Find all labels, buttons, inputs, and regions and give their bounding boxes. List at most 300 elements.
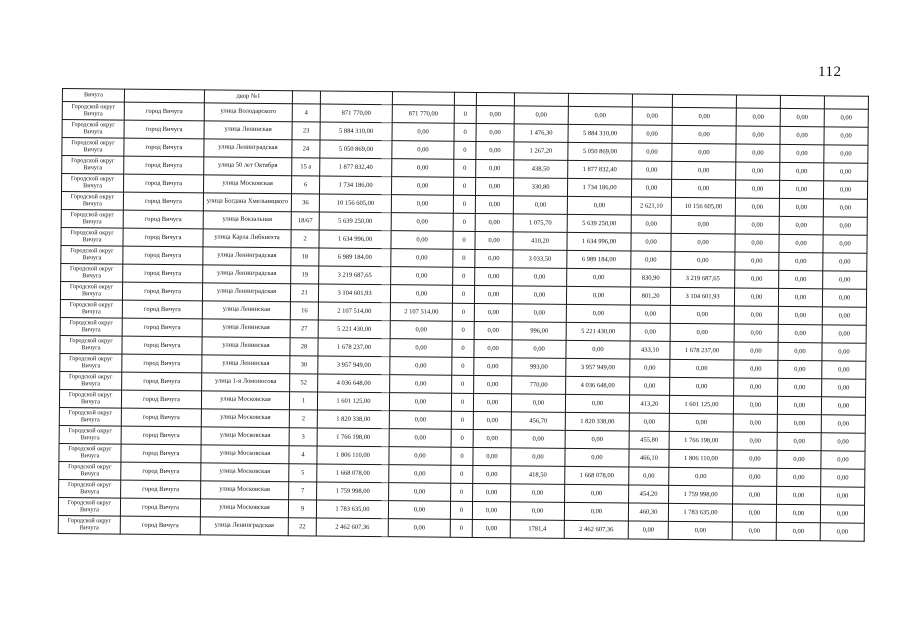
cell-count-a: 0 [452,285,474,303]
cell-value-f: 0,00 [821,415,865,433]
cell-street: улица Московская [201,427,289,446]
cell-total-cost: 5 884 310,00 [320,122,392,141]
cell-total-cost: 1 820 338,00 [317,410,389,429]
cell-cost-b: 0,00 [566,304,630,323]
cell-municipality: Городской округ Вичуга [60,353,122,372]
cell-value-e: 0,00 [778,342,822,360]
cell-street: улица Ленинградская [202,283,290,302]
cell-municipality: Городской округ Вичуга [62,102,124,121]
cell-street: улица Ленинская [202,319,290,338]
cell-cost-c: 3 219 687,65 [671,269,735,288]
cell-empty [632,94,672,107]
cell-total-cost: 6 989 184,00 [319,248,391,267]
cell-cost-a: 0,00 [391,213,453,232]
cell-value-f: 0,00 [822,325,866,343]
cell-value-d: 0,00 [733,432,777,450]
cell-area-c: 0,00 [631,251,671,269]
cell-count-a: 0 [454,141,476,159]
cell-value-e: 0,00 [777,450,821,468]
cell-street: улица Ленинская [202,301,290,320]
cell-locality: город Вичуга [122,318,202,337]
cell-area-c: 0,00 [632,125,672,143]
cell-value-f: 0,00 [822,379,866,397]
cell-area-a: 0,00 [476,105,514,123]
cell-value-d: 0,00 [734,342,778,360]
cell-total-cost: 1 877 832,40 [320,158,392,177]
page-number: 112 [818,64,842,80]
cell-cost-a: 0,00 [390,285,452,304]
cell-house-number: 19 [291,266,319,284]
cell-locality: город Вичуга [121,390,201,409]
cell-cost-c: 0,00 [672,107,736,126]
cell-street: улица 1-я Ломоносова [202,373,290,392]
cell-cost-c: 0,00 [672,143,736,162]
cell-cost-a: 0,00 [389,483,451,502]
cell-total-cost: 1 783 635,00 [316,500,388,519]
cell-locality: город Вичуга [122,354,202,373]
cell-value-e: 0,00 [777,486,821,504]
cell-house-number: 16 [290,302,318,320]
cell-cost-b: 5 050 869,00 [568,142,632,161]
cell-value-d: 0,00 [734,288,778,306]
cell-value-f: 0,00 [823,217,867,235]
cell-value-e: 0,00 [778,288,822,306]
cell-cost-c: 10 156 605,00 [671,197,735,216]
cell-empty [568,93,632,107]
cell-value-d: 0,00 [734,360,778,378]
cell-value-f: 0,00 [823,181,867,199]
cell-locality: город Вичуга [123,210,203,229]
cell-cost-b: 1 734 186,00 [567,178,631,197]
cell-municipality: Городской округ Вичуга [61,263,123,282]
cell-area-a: 0,00 [475,249,513,267]
cell-area-a: 0,00 [476,123,514,141]
cell-value-d: 0,00 [733,396,777,414]
cell-cost-c: 1 759 998,00 [669,485,733,504]
cell-municipality: Городской округ Вичуга [62,120,124,139]
cell-cost-b: 0,00 [565,394,629,413]
cell-cost-c: 0,00 [671,215,735,234]
cell-cost-a: 0,00 [388,519,450,538]
cell-area-a: 0,00 [474,285,512,303]
cell-cost-c: 3 104 601,93 [670,287,734,306]
cell-value-d: 0,00 [736,162,780,180]
cell-cost-b: 0,00 [565,484,629,503]
cell-locality: город Вичуга [124,120,204,139]
cell-area-a: 0,00 [475,267,513,285]
cell-area-b: 330,80 [513,178,567,197]
cell-cost-b: 0,00 [565,448,629,467]
cell-street: улица Ленинская [202,355,290,374]
cell-area-c: 0,00 [628,521,668,539]
cell-area-c: 0,00 [630,305,670,323]
cell-area-a: 0,00 [474,357,512,375]
cell-count-a: 0 [453,177,475,195]
cell-value-f: 0,00 [821,433,865,451]
cell-value-e: 0,00 [779,270,823,288]
cell-count-a: 0 [452,303,474,321]
cell-street: улица Ленинская [204,121,292,140]
cell-cost-b: 1 877 832,40 [568,160,632,179]
cell-street: улица Володарского [204,103,292,122]
cell-area-b: 0,00 [511,448,565,467]
cell-count-a: 0 [453,195,475,213]
cell-house-number: 22 [288,518,316,536]
cell-cost-a: 0,00 [392,141,454,160]
cell-cost-c: 0,00 [670,377,734,396]
cell-value-d: 0,00 [735,270,779,288]
cell-count-a: 0 [450,519,472,537]
cell-area-c: 433,10 [630,341,670,359]
cell-value-e: 0,00 [777,414,821,432]
cell-area-b: 996,00 [512,322,566,341]
cell-municipality: Городской округ Вичуга [62,138,124,157]
cell-count-a: 0 [452,321,474,339]
cell-value-f: 0,00 [822,289,866,307]
cell-area-c: 0,00 [630,377,670,395]
cell-cost-c: 0,00 [670,305,734,324]
cell-empty [320,91,392,105]
cell-house-number: 7 [289,482,317,500]
cell-locality: город Вичуга [124,102,204,121]
cell-value-d: 0,00 [735,252,779,270]
cell-locality: город Вичуга [123,192,203,211]
cell-value-e: 0,00 [777,396,821,414]
cell-value-e: 0,00 [779,198,823,216]
cell-empty [672,94,736,108]
cell-area-b: 0,00 [513,268,567,287]
cell-municipality: Городской округ Вичуга [59,425,121,444]
cell-value-e: 0,00 [778,306,822,324]
cell-value-e: 0,00 [780,108,824,126]
cell-locality: город Вичуга [120,516,200,535]
cell-area-b: 0,00 [511,394,565,413]
cell-total-cost: 2 462 607,36 [316,518,388,537]
cell-municipality: Городской округ Вичуга [60,299,122,318]
cell-area-c: 413,20 [629,395,669,413]
cell-area-a: 0,00 [473,411,511,429]
cell-locality: город Вичуга [121,444,201,463]
cell-locality: город Вичуга [122,336,202,355]
cell-house-number: 30 [290,356,318,374]
cell-cost-b: 1 668 078,00 [565,466,629,485]
cell-area-a: 0,00 [474,339,512,357]
cell-cost-b: 0,00 [567,268,631,287]
cell-locality: город Вичуга [122,300,202,319]
cell-house-number: 15 а [292,158,320,176]
cell-count-a: 0 [450,501,472,519]
cell-house-number: 4 [292,104,320,122]
cell-locality: город Вичуга [123,228,203,247]
cell-count-a: 0 [454,105,476,123]
cell-area-b: 1781,4 [510,520,564,539]
cell-value-f: 0,00 [820,523,864,541]
cell-value-d: 0,00 [732,522,776,540]
cell-cost-c: 0,00 [671,179,735,198]
cell-municipality: Городской округ Вичуга [60,335,122,354]
cell-area-a: 0,00 [475,195,513,213]
cell-locality: город Вичуга [120,498,200,517]
cell-value-d: 0,00 [733,414,777,432]
cell-area-c: 0,00 [629,413,669,431]
cell-cost-a: 0,00 [390,375,452,394]
cell-area-b: 0,00 [512,340,566,359]
cell-municipality: Городской округ Вичуга [60,371,122,390]
cell-area-c: 0,00 [631,215,671,233]
cell-value-e: 0,00 [779,180,823,198]
cell-value-d: 0,00 [733,450,777,468]
cell-house-number: 36 [291,194,319,212]
cell-municipality: Городской округ Вичуга [58,515,120,534]
cell-count-a: 0 [454,159,476,177]
cell-value-f: 0,00 [821,397,865,415]
cell-count-a: 0 [453,231,475,249]
cell-area-c: 455,80 [629,431,669,449]
cell-cost-b: 6 989 184,00 [567,250,631,269]
cell-locality: город Вичуга [121,408,201,427]
cell-empty [292,91,320,104]
cell-municipality: Городской округ Вичуга [61,227,123,246]
cell-value-e: 0,00 [779,234,823,252]
cell-area-a: 0,00 [474,303,512,321]
cell-value-f: 0,00 [821,487,865,505]
cell-house-number: 4 [289,446,317,464]
cell-cost-c: 1 678 237,00 [670,341,734,360]
cell-value-e: 0,00 [778,324,822,342]
cell-locality: город Вичуга [124,156,204,175]
cell-cost-b: 2 462 607,36 [564,520,628,539]
cell-cost-a: 0,00 [389,447,451,466]
cell-cost-a: 0,00 [389,429,451,448]
cell-street: улица Ленинградская [203,265,291,284]
cell-house-number: 3 [289,428,317,446]
cell-cost-b: 0,00 [566,286,630,305]
cell-cost-a: 871 770,00 [392,105,454,124]
cell-empty [780,95,824,108]
cell-area-b: 438,50 [514,160,568,179]
cell-area-a: 0,00 [474,321,512,339]
cell-street: улица Ленинградская [204,139,292,158]
cell-area-a: 0,00 [473,429,511,447]
cell-total-cost: 1 734 186,00 [319,176,391,195]
register-table [58,88,869,542]
cell-area-b: 0,00 [511,430,565,449]
register-sheet [58,88,869,542]
cell-cost-c: 1 783 635,00 [668,503,732,522]
cell-value-e: 0,00 [778,378,822,396]
cell-street: улица Карла Либкнехта [203,229,291,248]
cell-street: улица Ленинская [202,337,290,356]
cell-municipality: Вичуга [62,89,124,103]
cell-count-a: 0 [452,357,474,375]
cell-cost-b: 3 957 949,00 [566,358,630,377]
cell-street: улица Московская [201,409,289,428]
cell-house-number: 1 [289,392,317,410]
cell-locality [124,89,204,103]
cell-value-d: 0,00 [735,216,779,234]
cell-value-f: 0,00 [823,253,867,271]
cell-locality: город Вичуга [123,264,203,283]
cell-cost-c: 0,00 [672,161,736,180]
cell-total-cost: 1 668 078,00 [317,464,389,483]
cell-house-number: 18 [291,248,319,266]
cell-locality: город Вичуга [122,372,202,391]
cell-street: двор №1 [204,90,292,104]
cell-locality: город Вичуга [121,462,201,481]
cell-cost-a: 0,00 [389,465,451,484]
cell-area-c: 2 621,10 [631,197,671,215]
cell-empty [514,93,568,107]
cell-area-b: 0,00 [511,484,565,503]
cell-house-number: 6 [291,176,319,194]
cell-municipality: Городской округ Вичуга [60,317,122,336]
cell-empty [476,92,514,105]
cell-total-cost: 3 219 687,65 [319,266,391,285]
cell-value-d: 0,00 [733,486,777,504]
cell-cost-b: 1 634 996,00 [567,232,631,251]
cell-area-c: 0,00 [629,467,669,485]
cell-cost-b: 0,00 [566,340,630,359]
cell-empty [392,92,454,106]
cell-value-e: 0,00 [780,144,824,162]
cell-count-a: 0 [451,393,473,411]
cell-area-c: 830,90 [631,269,671,287]
cell-cost-a: 0,00 [390,321,452,340]
cell-total-cost: 1 634 996,00 [319,230,391,249]
cell-cost-c: 0,00 [672,125,736,144]
cell-locality: город Вичуга [121,480,201,499]
cell-house-number: 24 [292,140,320,158]
cell-count-a: 0 [454,123,476,141]
cell-value-e: 0,00 [776,504,820,522]
cell-count-a: 0 [452,375,474,393]
cell-count-a: 0 [451,465,473,483]
cell-area-a: 0,00 [476,141,514,159]
cell-area-b: 993,00 [512,358,566,377]
cell-area-c: 454,20 [629,485,669,503]
cell-municipality: Городской округ Вичуга [61,192,123,211]
cell-cost-a: 0,00 [388,501,450,520]
cell-value-f: 0,00 [820,505,864,523]
cell-value-f: 0,00 [823,271,867,289]
cell-cost-a: 2 107 514,00 [390,303,452,322]
cell-house-number: 9 [288,500,316,518]
cell-area-c: 0,00 [632,143,672,161]
cell-total-cost: 1 766 198,00 [317,428,389,447]
cell-area-b: 0,00 [512,304,566,323]
cell-municipality: Городской округ Вичуга [61,209,123,228]
cell-value-d: 0,00 [736,144,780,162]
cell-cost-a: 0,00 [391,195,453,214]
cell-total-cost: 5 221 430,00 [318,320,390,339]
cell-count-a: 0 [453,267,475,285]
cell-cost-b: 0,00 [564,502,628,521]
cell-cost-a: 0,00 [392,159,454,178]
cell-count-a: 0 [451,447,473,465]
cell-municipality: Городской округ Вичуга [58,497,120,516]
cell-locality: город Вичуга [121,426,201,445]
cell-value-e: 0,00 [776,522,820,540]
cell-locality: город Вичуга [124,138,204,157]
cell-municipality: Городской округ Вичуга [59,407,121,426]
cell-total-cost: 5 050 869,00 [320,140,392,159]
cell-area-b: 1 476,30 [514,124,568,143]
cell-cost-c: 0,00 [671,233,735,252]
cell-area-b: 456,70 [511,412,565,431]
cell-value-d: 0,00 [734,324,778,342]
cell-value-d: 0,00 [732,504,776,522]
cell-total-cost: 1 678 237,00 [318,338,390,357]
cell-area-a: 0,00 [473,465,511,483]
cell-cost-c: 0,00 [670,359,734,378]
cell-value-f: 0,00 [824,163,868,181]
cell-cost-a: 0,00 [390,339,452,358]
cell-area-a: 0,00 [473,393,511,411]
cell-count-a: 0 [453,249,475,267]
cell-cost-c: 0,00 [671,251,735,270]
cell-street: улица Московская [200,499,288,518]
cell-street: улица Московская [201,391,289,410]
cell-cost-a: 0,00 [391,267,453,286]
cell-area-c: 460,30 [628,503,668,521]
cell-total-cost: 2 107 514,00 [318,302,390,321]
cell-cost-a: 0,00 [392,123,454,142]
cell-cost-a: 0,00 [391,177,453,196]
cell-empty [824,96,868,109]
cell-total-cost: 3 104 601,93 [318,284,390,303]
cell-total-cost: 871 770,00 [320,104,392,123]
cell-area-a: 0,00 [472,501,510,519]
cell-area-c: 466,10 [629,449,669,467]
cell-cost-a: 0,00 [390,357,452,376]
cell-house-number: 52 [290,374,318,392]
cell-count-a: 0 [451,411,473,429]
cell-value-d: 0,00 [733,468,777,486]
cell-cost-b: 5 884 310,00 [568,124,632,143]
cell-area-a: 0,00 [473,447,511,465]
cell-value-d: 0,00 [734,306,778,324]
cell-value-e: 0,00 [779,252,823,270]
cell-municipality: Городской округ Вичуга [61,245,123,264]
cell-cost-c: 0,00 [669,413,733,432]
cell-municipality: Городской округ Вичуга [62,156,124,175]
cell-total-cost: 5 639 250,00 [319,212,391,231]
cell-area-a: 0,00 [473,483,511,501]
cell-cost-a: 0,00 [389,411,451,430]
cell-cost-c: 0,00 [669,467,733,486]
cell-cost-b: 0,00 [567,196,631,215]
cell-count-a: 0 [451,483,473,501]
cell-total-cost: 1 806 110,00 [317,446,389,465]
cell-cost-a: 0,00 [389,393,451,412]
cell-street: улица Московская [203,175,291,194]
cell-area-b: 0,00 [510,502,564,521]
cell-value-f: 0,00 [822,307,866,325]
cell-value-d: 0,00 [736,108,780,126]
cell-cost-b: 5 639 250,00 [567,214,631,233]
cell-total-cost: 3 957 949,00 [318,356,390,375]
cell-municipality: Городской округ Вичуга [59,443,121,462]
cell-house-number: 2 [291,230,319,248]
cell-area-b: 1 075,70 [513,214,567,233]
cell-count-a: 0 [452,339,474,357]
cell-house-number: 5 [289,464,317,482]
cell-empty [454,92,476,105]
cell-value-d: 0,00 [735,234,779,252]
cell-total-cost: 10 156 605,00 [319,194,391,213]
cell-value-e: 0,00 [777,468,821,486]
cell-area-c: 0,00 [630,359,670,377]
